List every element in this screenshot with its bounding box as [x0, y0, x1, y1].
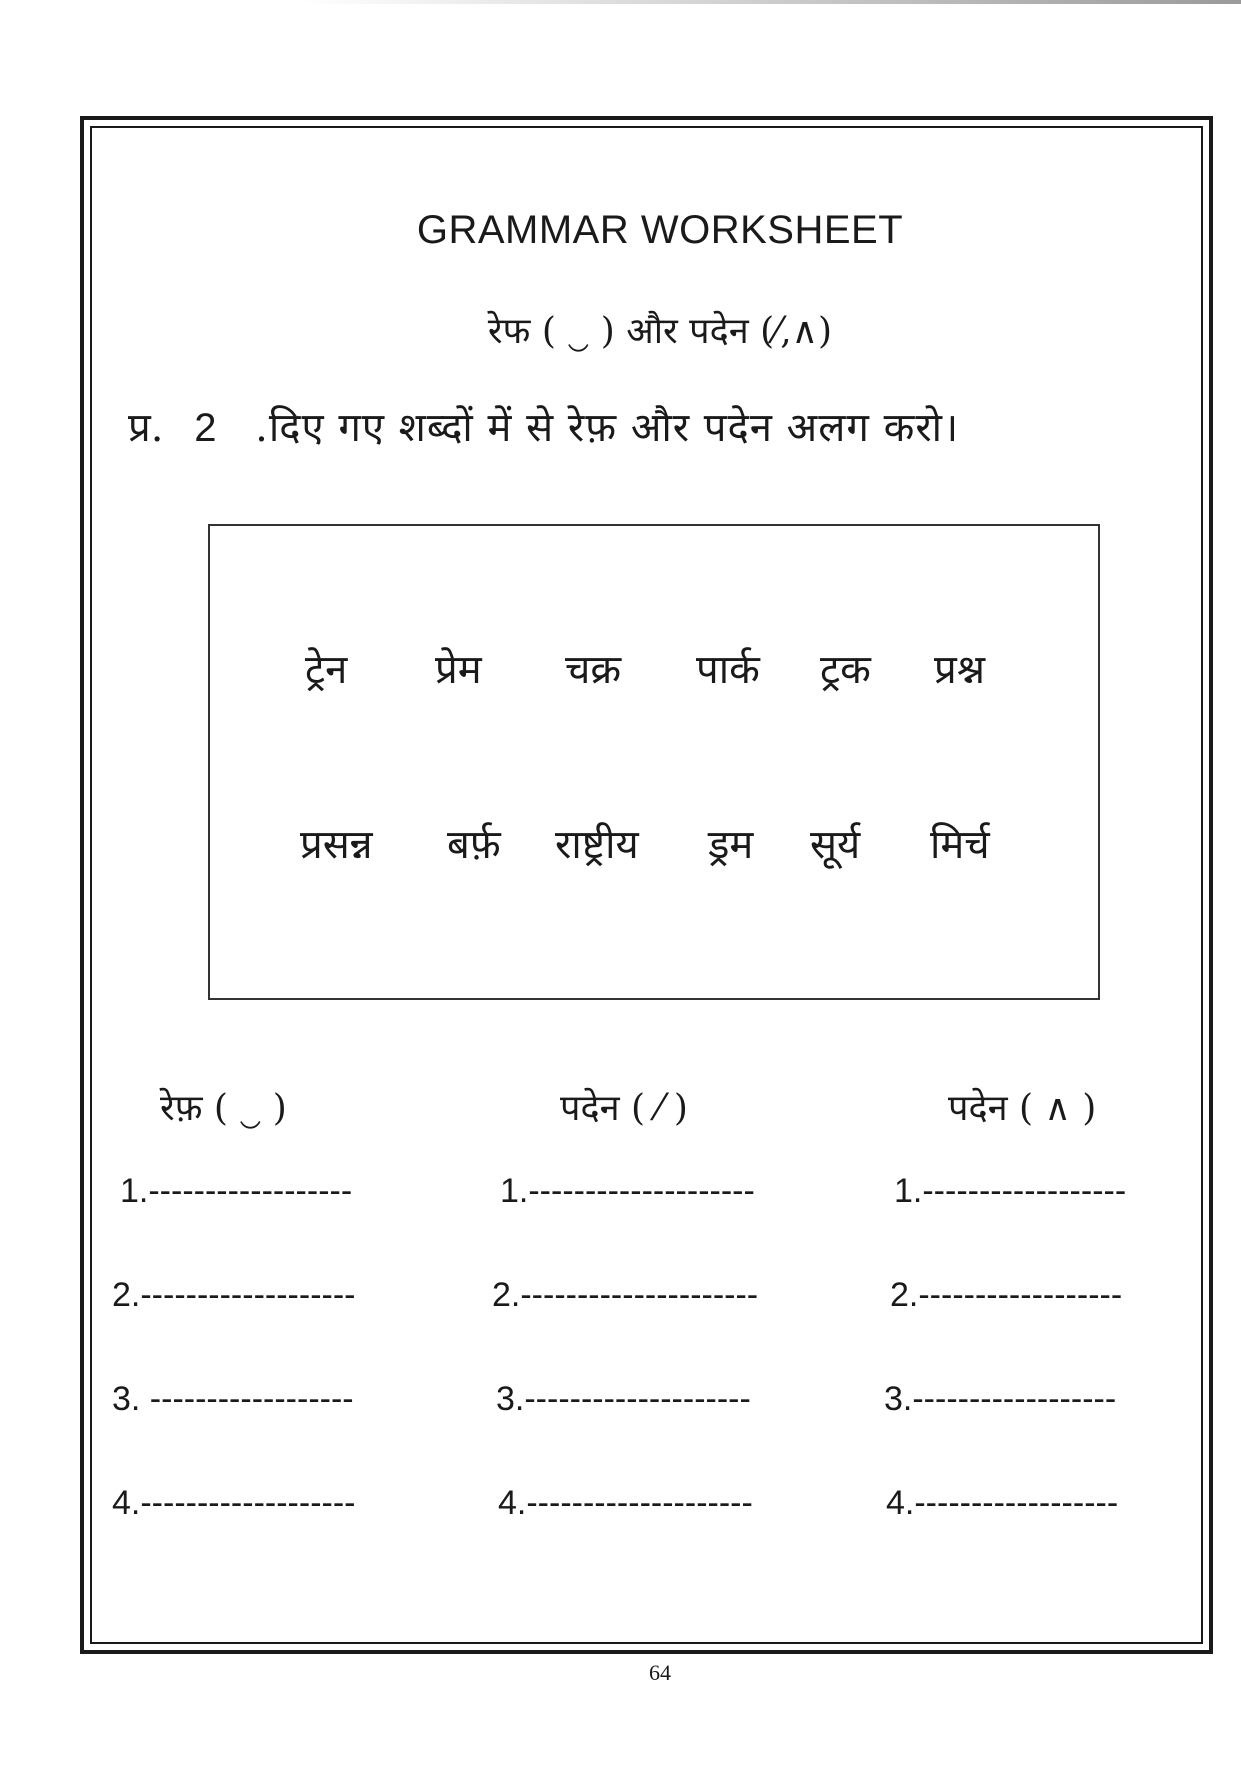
answer-blank[interactable]: 1.------------------: [894, 1172, 1127, 1210]
word-item: चक्र: [565, 647, 622, 693]
question-number: 2: [194, 406, 217, 450]
answer-blank[interactable]: 2.-------------------: [112, 1276, 356, 1314]
answer-blank[interactable]: 4.-------------------: [112, 1484, 356, 1522]
word-item: प्रश्न: [934, 647, 986, 693]
answer-blank[interactable]: 1.--------------------: [500, 1172, 755, 1210]
page-number: 64: [649, 1660, 671, 1685]
word-item: पार्क: [696, 647, 760, 693]
word-item: ड्रम: [708, 822, 754, 868]
word-item: ट्रेन: [305, 647, 348, 693]
question-line: [128, 398, 959, 453]
answer-blank[interactable]: 3.--------------------: [496, 1380, 751, 1418]
answer-blank[interactable]: 2.---------------------: [492, 1276, 759, 1314]
word-item: राष्ट्रीय: [555, 822, 639, 868]
word-box: [208, 524, 1100, 1000]
answer-blank[interactable]: 3. ------------------: [112, 1380, 354, 1418]
word-item: सूर्य: [810, 822, 861, 868]
word-item: मिर्च: [930, 822, 990, 868]
word-item: प्रेम: [435, 647, 482, 693]
column-heading-paden-caret: पदेन ( ∧ ): [948, 1088, 1097, 1129]
word-item: प्रसन्न: [300, 822, 373, 868]
question-text: .दिए गए शब्दों में से रेफ़ और पदेन अलग करो।: [255, 405, 960, 451]
word-item: ट्रक: [820, 647, 871, 693]
worksheet-title: GRAMMAR WORKSHEET: [416, 208, 904, 252]
answer-blank[interactable]: 3.------------------: [884, 1380, 1117, 1418]
question-label: प्र.: [128, 405, 164, 451]
column-heading-reph: रेफ़ ( ‿ ): [160, 1088, 287, 1129]
scan-edge-artifact: [300, 0, 1241, 4]
answer-blank[interactable]: 4.------------------: [886, 1484, 1119, 1522]
worksheet-subtitle: रेफ ( ‿ ) और पदेन (⁄,∧): [487, 311, 833, 352]
answer-blank[interactable]: 2.------------------: [890, 1276, 1123, 1314]
answer-blank[interactable]: 1.------------------: [120, 1172, 353, 1210]
word-item: बर्फ़: [447, 822, 501, 868]
column-heading-paden-slash: पदेन ( ⁄ ): [560, 1088, 688, 1129]
answer-blank[interactable]: 4.--------------------: [498, 1484, 753, 1522]
